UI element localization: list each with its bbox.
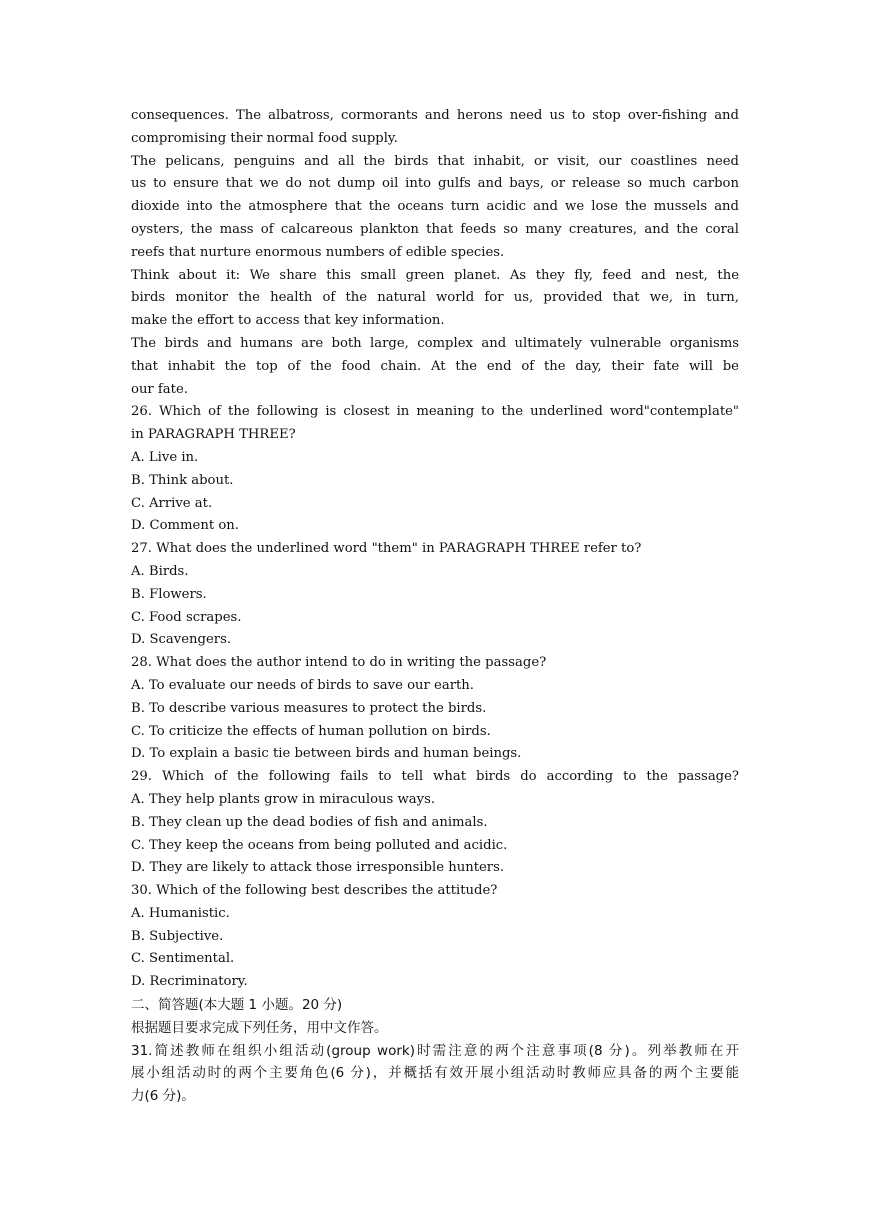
question-30 xyxy=(131,880,739,994)
option-b: B. Subjective. xyxy=(131,928,224,944)
option-a: A. Birds. xyxy=(131,563,189,579)
option-a: A. To evaluate our needs of birds to save our earth. xyxy=(131,677,474,693)
text-line: dioxide into the atmosphere that the oceans turn acidic and we lose the mussels and xyxy=(131,199,739,215)
text-line: us to ensure that we do not dump oil into gulfs and bays, or release so much carbon xyxy=(131,176,739,192)
option-b: B. They clean up the dead bodies of fish and animals. xyxy=(131,814,488,830)
question-31-text: 31.简述教师在组织小组活动(group work)时需注意的两个注意事项(8 分)。列举教师在开 xyxy=(131,1042,739,1059)
section-heading: 二、简答题(本大题 1 小题。20 分) xyxy=(131,997,343,1014)
option-d: D. They are likely to attack those irresponsible hunters. xyxy=(131,860,505,876)
option-d: D. Scavengers. xyxy=(131,632,232,648)
text-line: compromising their normal food supply. xyxy=(131,130,398,146)
text-line: birds monitor the health of the natural world for us, provided that we, in turn, xyxy=(131,290,739,306)
question-29 xyxy=(131,766,739,880)
text-line: The pelicans, penguins and all the birds that inhabit, or visit, our coastlines need xyxy=(131,153,739,169)
paragraph-2 xyxy=(131,151,739,265)
paragraph-4 xyxy=(131,333,739,401)
question-31-text: 力(6 分)。 xyxy=(131,1088,195,1105)
option-c: C. Arrive at. xyxy=(131,495,213,511)
section-short-answer xyxy=(131,994,739,1108)
option-c: C. To criticize the effects of human pollution on birds. xyxy=(131,723,491,739)
passage xyxy=(131,105,739,401)
option-c: C. They keep the oceans from being polluted and acidic. xyxy=(131,837,508,853)
paragraph-3 xyxy=(131,265,739,333)
section-instruction: 根据题目要求完成下列任务，用中文作答。 xyxy=(131,1019,388,1036)
option-a: A. Live in. xyxy=(131,449,199,465)
question-stem: in PARAGRAPH THREE? xyxy=(131,427,296,443)
question-26 xyxy=(131,401,739,538)
option-c: C. Sentimental. xyxy=(131,951,235,967)
text-line: Think about it: We share this small green planet. As they fly, feed and nest, the xyxy=(131,267,739,283)
question-stem: 30. Which of the following best describes the attitude? xyxy=(131,883,498,899)
text-line: consequences. The albatross, cormorants and herons need us to stop over-fishing and xyxy=(131,108,739,123)
paragraph-1 xyxy=(131,105,739,151)
option-b: B. Flowers. xyxy=(131,586,207,602)
text-line: make the effort to access that key information. xyxy=(131,313,445,329)
question-stem: 29. Which of the following fails to tell what birds do according to the passage? xyxy=(131,769,739,785)
option-a: A. They help plants grow in miraculous ways. xyxy=(131,791,436,807)
text-line: our fate. xyxy=(131,381,188,397)
option-b: B. To describe various measures to protect the birds. xyxy=(131,700,487,716)
text-line: The birds and humans are both large, complex and ultimately vulnerable organisms xyxy=(131,335,739,351)
document-page xyxy=(131,105,739,1108)
text-line: oysters, the mass of calcareous plankton that feeds so many creatures, and the coral xyxy=(131,221,739,237)
option-b: B. Think about. xyxy=(131,472,234,488)
question-31-text: 展小组活动时的两个主要角色(6 分)，并概括有效开展小组活动时教师应具备的两个主要能 xyxy=(131,1065,739,1082)
question-stem: 26. Which of the following is closest in meaning to the underlined word"contemplate" xyxy=(131,404,739,420)
option-a: A. Humanistic. xyxy=(131,905,230,921)
option-d: D. Comment on. xyxy=(131,518,239,534)
question-stem: 27. What does the underlined word "them" in PARAGRAPH THREE refer to? xyxy=(131,541,642,557)
question-27 xyxy=(131,538,739,652)
question-28 xyxy=(131,652,739,766)
option-d: D. Recriminatory. xyxy=(131,974,248,990)
question-stem: 28. What does the author intend to do in writing the passage? xyxy=(131,655,547,671)
option-d: D. To explain a basic tie between birds and human beings. xyxy=(131,746,522,762)
option-c: C. Food scrapes. xyxy=(131,609,242,625)
text-line: that inhabit the top of the food chain. At the end of the day, their fate will be xyxy=(131,358,739,374)
text-line: reefs that nurture enormous numbers of edible species. xyxy=(131,244,505,260)
